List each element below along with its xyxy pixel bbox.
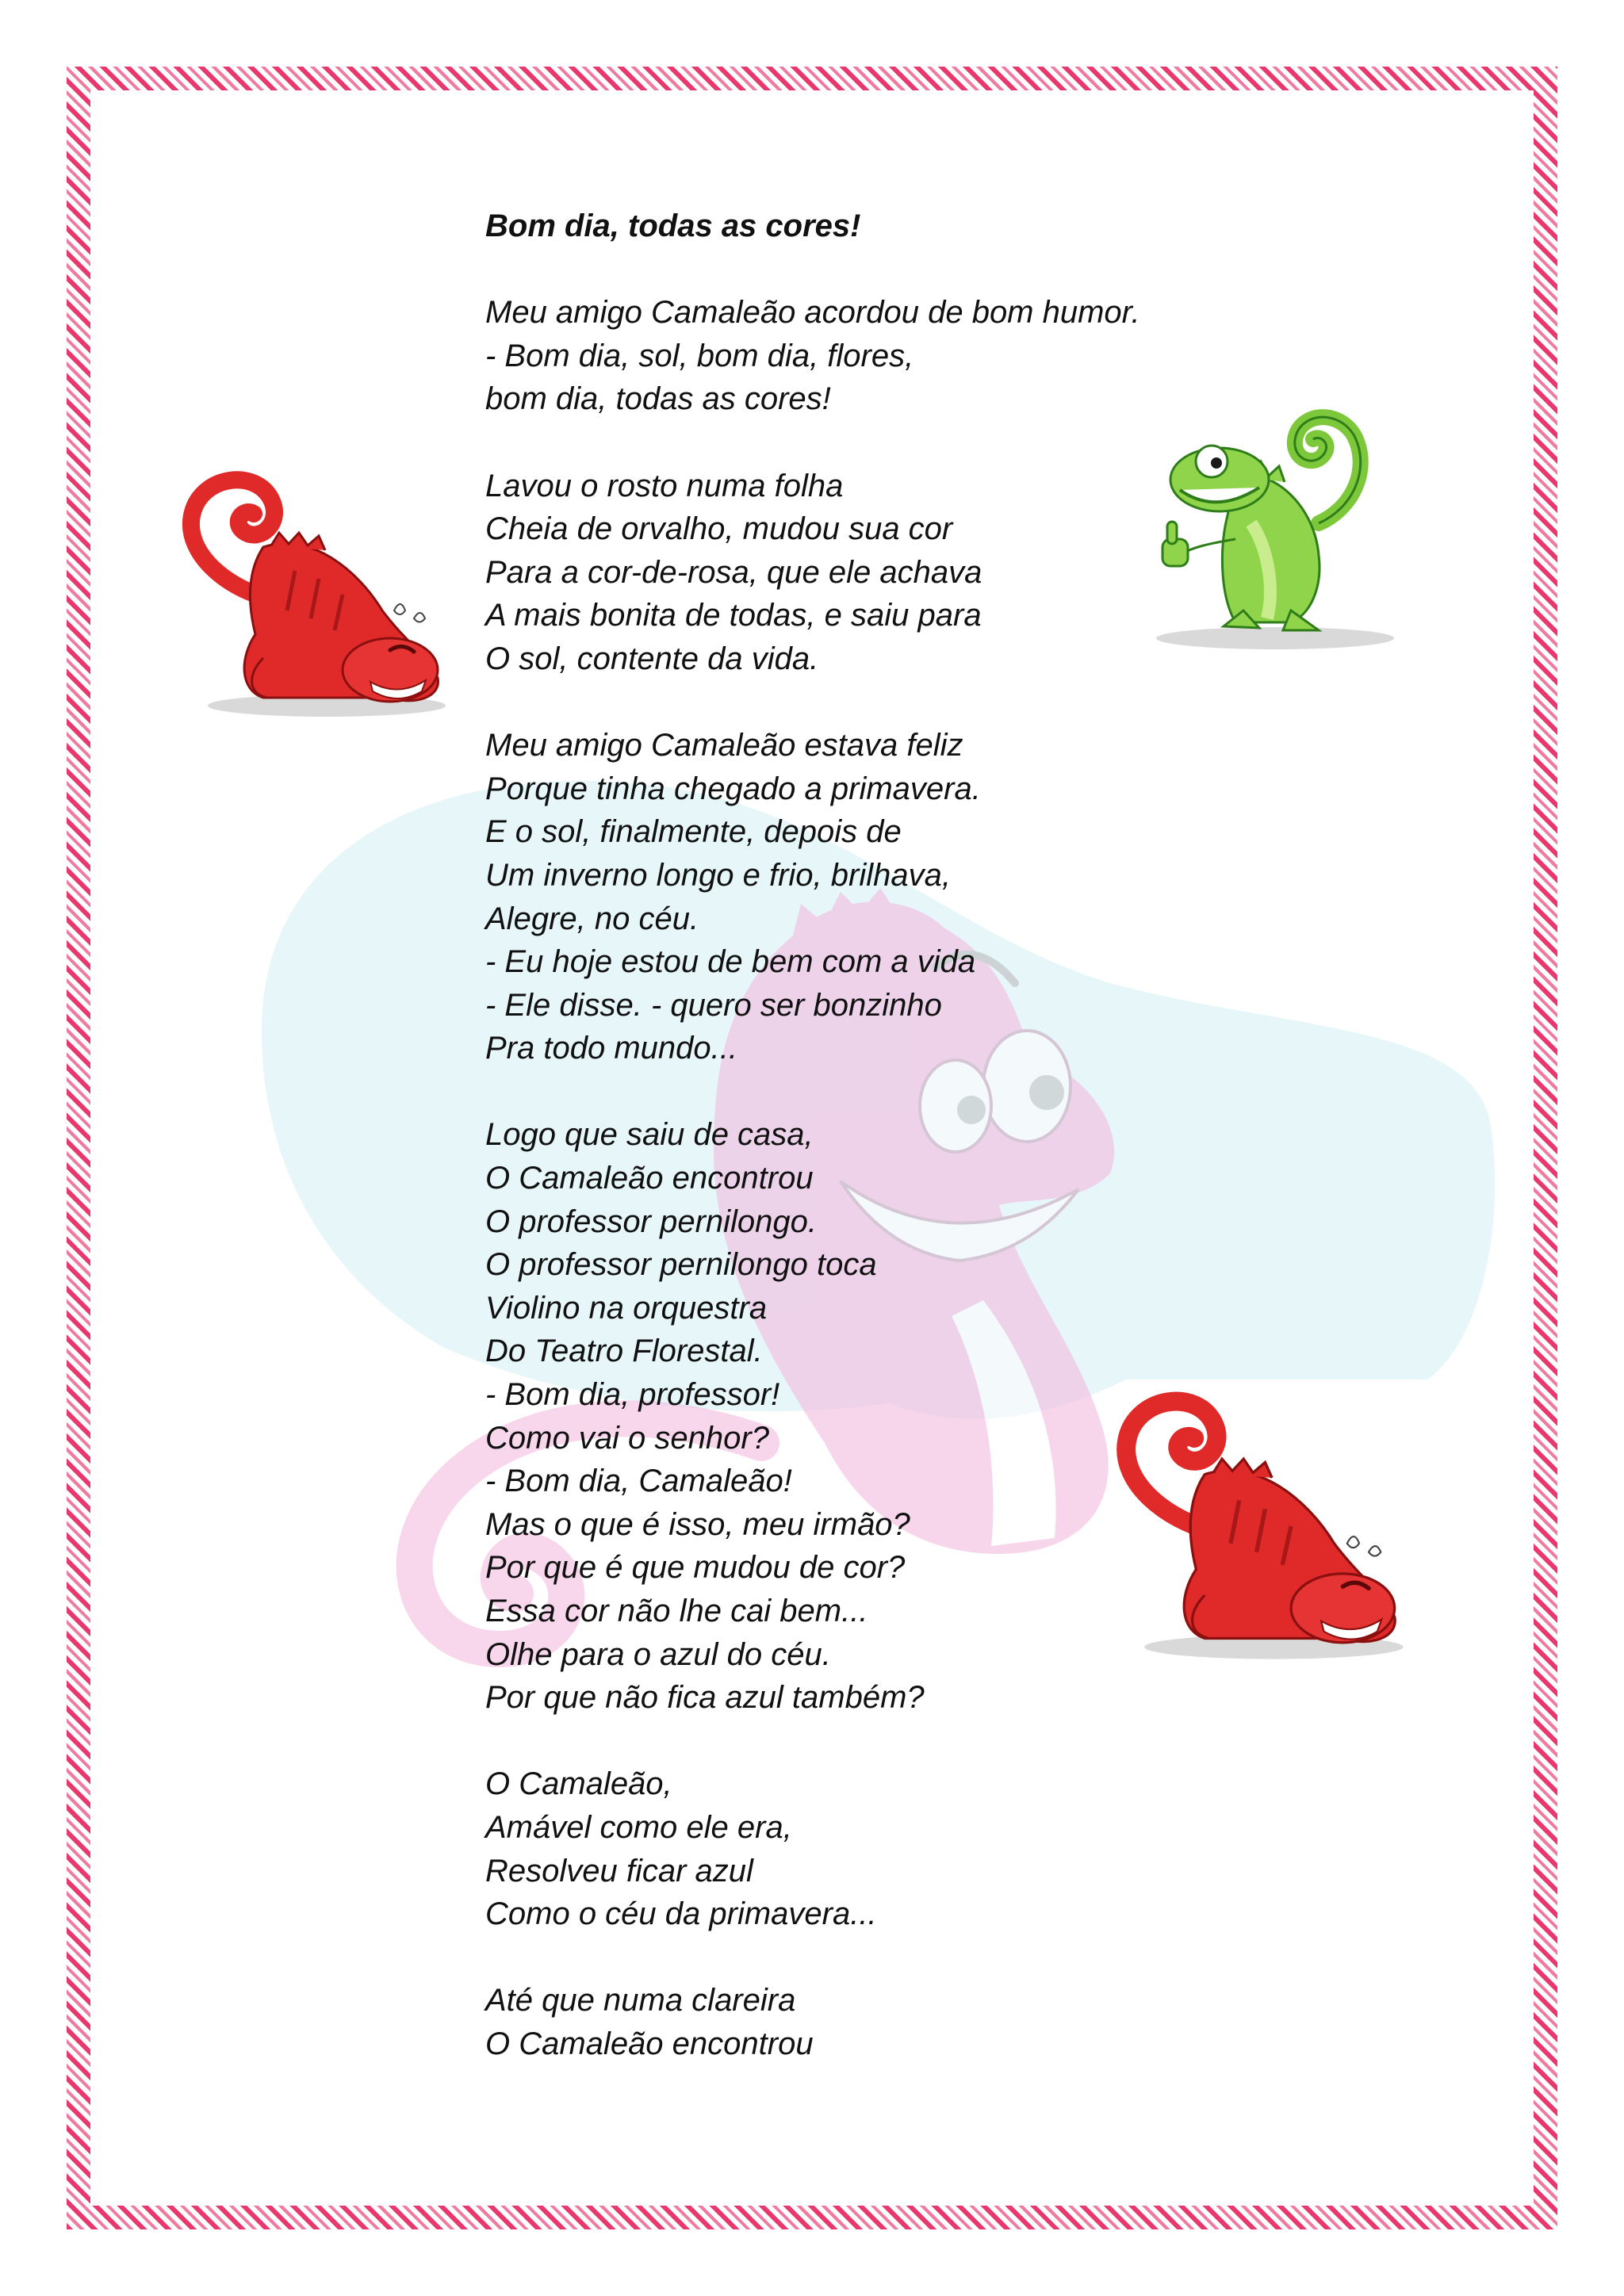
poem-line: O sol, contente da vida. xyxy=(485,641,819,676)
poem-line: - Bom dia, sol, bom dia, flores, xyxy=(485,338,914,373)
poem-line: Meu amigo Camaleão estava feliz xyxy=(485,728,963,763)
poem-line: O Camaleão encontrou xyxy=(485,1161,814,1196)
poem-body xyxy=(485,291,1278,2065)
poem-line: Violino na orquestra xyxy=(485,1290,768,1326)
poem-line: Meu amigo Camaleão acordou de bom humor. xyxy=(485,295,1140,331)
stanza xyxy=(485,465,1278,681)
poem-line: E o sol, finalmente, depois de xyxy=(485,814,902,850)
poem-line: bom dia, todas as cores! xyxy=(485,381,831,417)
poem-line: - Bom dia, Camaleão! xyxy=(485,1464,792,1499)
poem-line: O professor pernilongo. xyxy=(485,1203,818,1239)
poem-line: Por que não fica azul também? xyxy=(485,1680,925,1716)
stanza xyxy=(485,724,1278,1070)
poem-line: Amável como ele era, xyxy=(485,1809,792,1845)
poem-line: Resolveu ficar azul xyxy=(485,1853,753,1888)
poem-line: Cheia de orvalho, mudou sua cor xyxy=(485,511,953,547)
stanza xyxy=(485,1113,1278,1719)
poem-line: A mais bonita de todas, e saiu para xyxy=(485,598,982,633)
red-chameleon-icon xyxy=(168,460,462,729)
poem-line: - Bom dia, professor! xyxy=(485,1377,780,1413)
poem-line: O Camaleão, xyxy=(485,1766,672,1802)
poem-line: Até que numa clareira xyxy=(485,1983,796,2019)
poem-line: Porque tinha chegado a primavera. xyxy=(485,771,981,806)
poem-line: O professor pernilongo toca xyxy=(485,1247,877,1283)
poem-line: Para a cor-de-rosa, que ele achava xyxy=(485,554,982,590)
poem-line: - Ele disse. - quero ser bonzinho xyxy=(485,987,942,1023)
poem-line: Olhe para o azul do céu. xyxy=(485,1636,831,1672)
poem-line: Por que é que mudou de cor? xyxy=(485,1550,906,1586)
poem-line: Logo que saiu de casa, xyxy=(485,1117,814,1153)
poem-line: Mas o que é isso, meu irmão? xyxy=(485,1506,910,1542)
poem-line: Do Teatro Florestal. xyxy=(485,1334,763,1369)
poem-line: O Camaleão encontrou xyxy=(485,2026,814,2061)
poem-line: Alegre, no céu. xyxy=(485,901,699,936)
poem-line: Como vai o senhor? xyxy=(485,1420,769,1456)
stanza xyxy=(485,1762,1278,1935)
poem-line: Essa cor não lhe cai bem... xyxy=(485,1594,868,1628)
poem-line: Pra todo mundo... xyxy=(485,1031,737,1066)
stanza xyxy=(485,1979,1278,2065)
poem-line: - Eu hoje estou de bem com a vida xyxy=(485,944,976,980)
poem-line: Lavou o rosto numa folha xyxy=(485,468,844,503)
stanza xyxy=(485,291,1278,421)
poem xyxy=(485,205,1278,2109)
poem-line: Um inverno longo e frio, brilhava, xyxy=(485,857,951,893)
poem-title: Bom dia, todas as cores! xyxy=(485,209,861,243)
poem-line: Como o céu da primavera... xyxy=(485,1896,877,1932)
